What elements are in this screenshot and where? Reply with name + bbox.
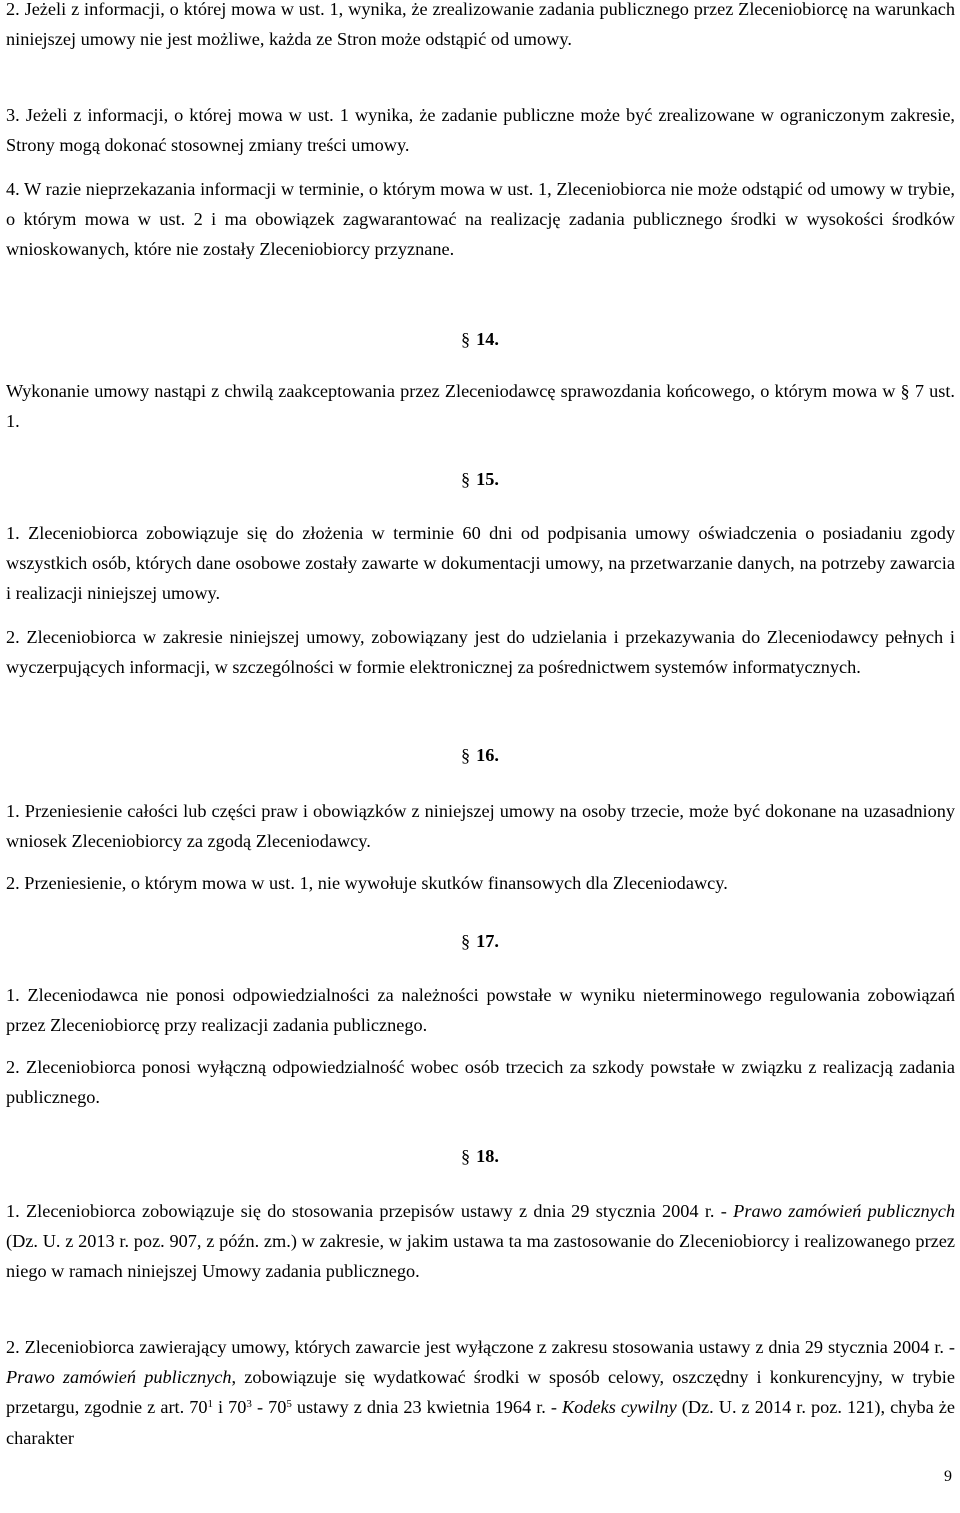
section-14-text [6, 376, 955, 436]
section-18-heading [0, 1143, 960, 1169]
s18-p2-text-b: , zobowiązuje się wydatkować środki w sposób celowy, oszczędny i konkurencyjny, w trybie przetargu, zgodnie z art. 70 [6, 1367, 955, 1418]
section-sign: § [461, 745, 471, 765]
section-15-heading [0, 466, 960, 492]
s18-p2-text-a: 2. Zleceniobiorca zawierający umowy, których zawarcie jest wyłączone z zakresu stosowania ustawy z dnia 29 stycznia 2004 r. - [6, 1337, 955, 1357]
s18-p2-act-title: Prawo zamówień publicznych [6, 1367, 232, 1388]
section-sign: § [461, 931, 471, 951]
section-16-paragraph-1: 1. Przeniesienie całości lub części praw i obowiązków z niniejszej umowy na osoby trzecie, może być dokonane na uzasadniony wniosek Zleceniobiorcy za zgodą Zleceniodawcy. [6, 801, 955, 852]
paragraph-4: 4. W razie nieprzekazania informacji w terminie, o którym mowa w ust. 1, Zleceniobiorca nie może odstąpić od umowy w trybie, o którym mowa w ust. 2 i ma obowiązek zagwarantować na realizację zadania publicznego środki w wysokości środków wnioskowanych, które nie zostały Zleceniobiorcy przyznane. [6, 179, 955, 260]
section-sign: § [461, 469, 471, 489]
section-number: 16. [476, 745, 499, 765]
s18-p1-text-a: 1. Zleceniobiorca zobowiązuje się do stosowania przepisów ustawy z dnia 29 stycznia 2004 r. - [6, 1201, 734, 1221]
s18-p2-text-e: ustawy z dnia 23 kwietnia 1964 r. - [291, 1397, 563, 1418]
superscript: 1 [207, 1398, 213, 1411]
s18-p1-act-title: Prawo zamówień publicznych [733, 1201, 955, 1221]
s18-p2-text-c: i 70 [213, 1397, 247, 1418]
s18-p2-code-title: Kodeks cywilny [562, 1397, 677, 1418]
section-17-paragraph-1: 1. Zleceniodawca nie ponosi odpowiedzialności za należności powstałe w wyniku nieterminowego regulowania zobowiązań przez Zleceniobiorcę przy realizacji zadania publicznego. [6, 985, 955, 1036]
paragraph-3: 3. Jeżeli z informacji, o której mowa w ust. 1 wynika, że zadanie publiczne może być zrealizowane w ograniczonym zakresie, Strony mogą dokonać stosownej zmiany treści umowy. [6, 105, 955, 156]
section-17-paragraph-2: 2. Zleceniobiorca ponosi wyłączną odpowiedzialność wobec osób trzecich za szkody powstałe w związku z realizacją zadania publicznego. [6, 1057, 955, 1108]
section-15-paragraph-1: 1. Zleceniobiorca zobowiązuje się do złożenia w terminie 60 dni od podpisania umowy oświadczenia o posiadaniu zgody wszystkich osób, których dane osobowe zostały zawarte w dokumentacji umowy, na przetwarzanie danych, na potrzeby zawarcia i realizacji niniejszej umowy. [6, 523, 955, 604]
s18-p1-text-b: (Dz. U. z 2013 r. poz. 907, z późn. zm.) w zakresie, w jakim ustawa ta ma zastosowanie do Zleceniobiorcy i realizowanego przez niego w ramach niniejszej Umowy zadania publicznego. [6, 1231, 955, 1282]
section-15-paragraph-2: 2. Zleceniobiorca w zakresie niniejszej umowy, zobowiązany jest do udzielania i przekazywania do Zleceniodawcy pełnych i wyczerpujących informacji, w szczególności w formie elektronicznej za pośrednictwem systemów informatycznych. [6, 627, 955, 678]
section-number: 15. [476, 469, 499, 489]
section-sign: § [461, 329, 471, 349]
page-number: 9 [944, 1468, 952, 1485]
section-14-text-b: 7 ust. 1. [6, 381, 955, 432]
superscript: 5 [286, 1398, 292, 1411]
s18-p2-text-f: (Dz. U. z 2014 r. poz. 121), chyba że charakter [6, 1397, 955, 1448]
section-16-paragraph-2: 2. Przeniesienie, o którym mowa w ust. 1, nie wywołuje skutków finansowych dla Zleceniodawcy. [6, 873, 728, 893]
paragraph-2: 2. Jeżeli z informacji, o której mowa w ust. 1, wynika, że zrealizowanie zadania publicznego przez Zleceniobiorcę na warunkach niniejszej umowy nie jest możliwe, każda ze Stron może odstąpić od umowy. [6, 0, 955, 50]
section-sign: § [461, 1146, 471, 1166]
section-14-text-a: Wykonanie umowy nastąpi z chwilą zaakceptowania przez Zleceniodawcę sprawozdania końcowego, o którym mowa w [6, 381, 901, 401]
section-18-paragraph-2 [6, 1332, 955, 1453]
superscript: 3 [246, 1398, 252, 1411]
section-number: 18. [476, 1146, 499, 1166]
section-14-heading [0, 326, 960, 352]
section-16-heading [0, 742, 960, 768]
section-number: 17. [476, 931, 499, 951]
section-sign: § [900, 381, 910, 401]
section-number: 14. [476, 329, 499, 349]
section-17-heading [0, 928, 960, 954]
section-18-paragraph-1 [6, 1196, 955, 1287]
s18-p2-text-d: - 70 [251, 1397, 287, 1418]
